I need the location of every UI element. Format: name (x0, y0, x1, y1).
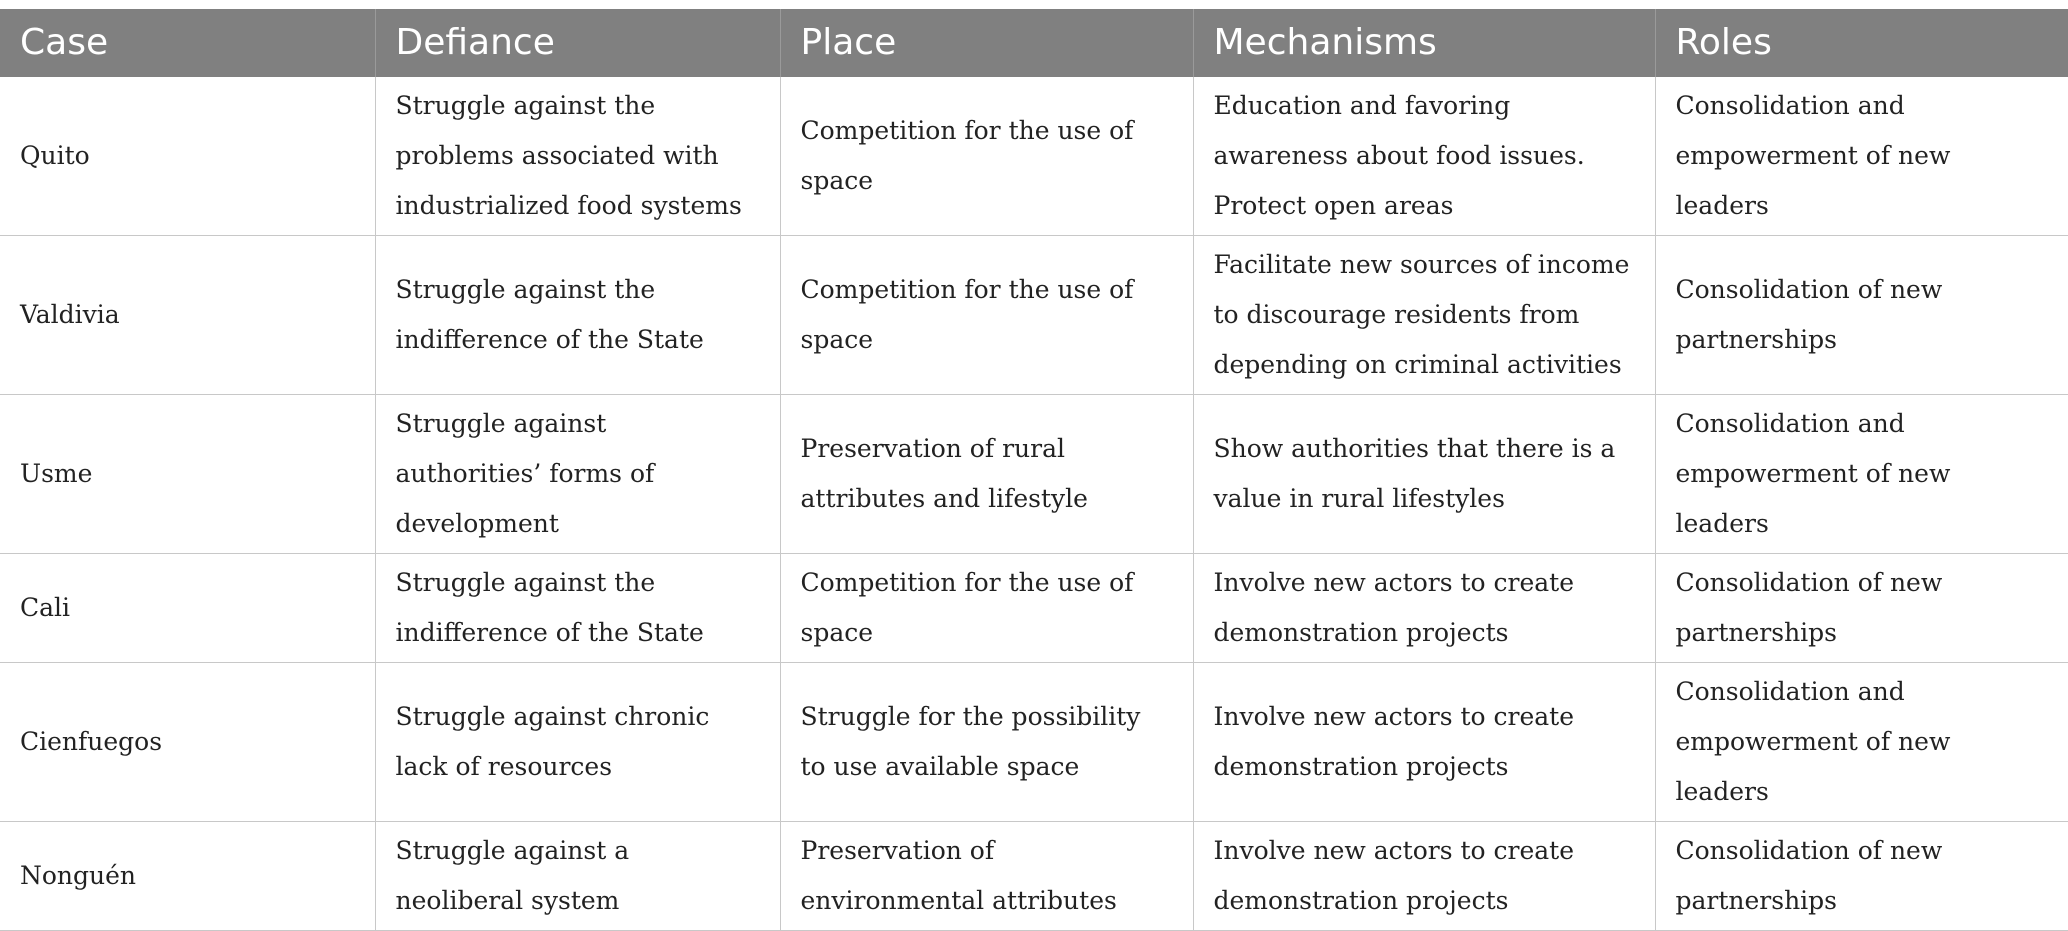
cell-defiance: Struggle against the problems associated with industrialized food systems (375, 77, 780, 236)
cell-mechanisms: Show authorities that there is a value in rural lifestyles (1193, 395, 1655, 554)
cell-case: Nonguén (0, 822, 375, 931)
table-row (0, 554, 2068, 663)
cell-roles: Consolidation and empowerment of new leaders (1655, 77, 2068, 236)
cell-mechanisms: Involve new actors to create demonstration projects (1193, 554, 1655, 663)
cell-mechanisms: Facilitate new sources of income to discourage residents from depending on criminal activities (1193, 236, 1655, 395)
table-body (0, 77, 2068, 931)
cell-mechanisms: Education and favoring awareness about food issues. Protect open areas (1193, 77, 1655, 236)
cell-case: Cienfuegos (0, 663, 375, 822)
cell-place: Competition for the use of space (780, 554, 1193, 663)
header-place: Place (780, 9, 1193, 77)
cell-place: Preservation of rural attributes and lifestyle (780, 395, 1193, 554)
cell-case: Quito (0, 77, 375, 236)
cell-defiance: Struggle against a neoliberal system (375, 822, 780, 931)
cell-place: Preservation of environmental attributes (780, 822, 1193, 931)
cell-defiance: Struggle against the indifference of the State (375, 236, 780, 395)
cell-mechanisms: Involve new actors to create demonstration projects (1193, 663, 1655, 822)
cell-roles: Consolidation of new partnerships (1655, 554, 2068, 663)
cell-roles: Consolidation and empowerment of new leaders (1655, 663, 2068, 822)
cell-defiance: Struggle against authorities’ forms of development (375, 395, 780, 554)
cell-defiance: Struggle against the indifference of the State (375, 554, 780, 663)
cell-roles: Consolidation of new partnerships (1655, 822, 2068, 931)
cell-roles: Consolidation and empowerment of new leaders (1655, 395, 2068, 554)
header-case: Case (0, 9, 375, 77)
cell-roles: Consolidation of new partnerships (1655, 236, 2068, 395)
cell-case: Usme (0, 395, 375, 554)
cell-mechanisms: Involve new actors to create demonstration projects (1193, 822, 1655, 931)
cell-defiance: Struggle against chronic lack of resources (375, 663, 780, 822)
cell-place: Competition for the use of space (780, 236, 1193, 395)
table-row (0, 77, 2068, 236)
header-row (0, 9, 2068, 77)
header-roles: Roles (1655, 9, 2068, 77)
header-defiance: Defiance (375, 9, 780, 77)
cases-table-container (0, 9, 2068, 931)
table-row (0, 822, 2068, 931)
table-row (0, 395, 2068, 554)
table-header (0, 9, 2068, 77)
cell-place: Competition for the use of space (780, 77, 1193, 236)
table-row (0, 236, 2068, 395)
header-mechanisms: Mechanisms (1193, 9, 1655, 77)
cases-table (0, 9, 2068, 931)
cell-case: Cali (0, 554, 375, 663)
table-row (0, 663, 2068, 822)
cell-place: Struggle for the possibility to use available space (780, 663, 1193, 822)
cell-case: Valdivia (0, 236, 375, 395)
